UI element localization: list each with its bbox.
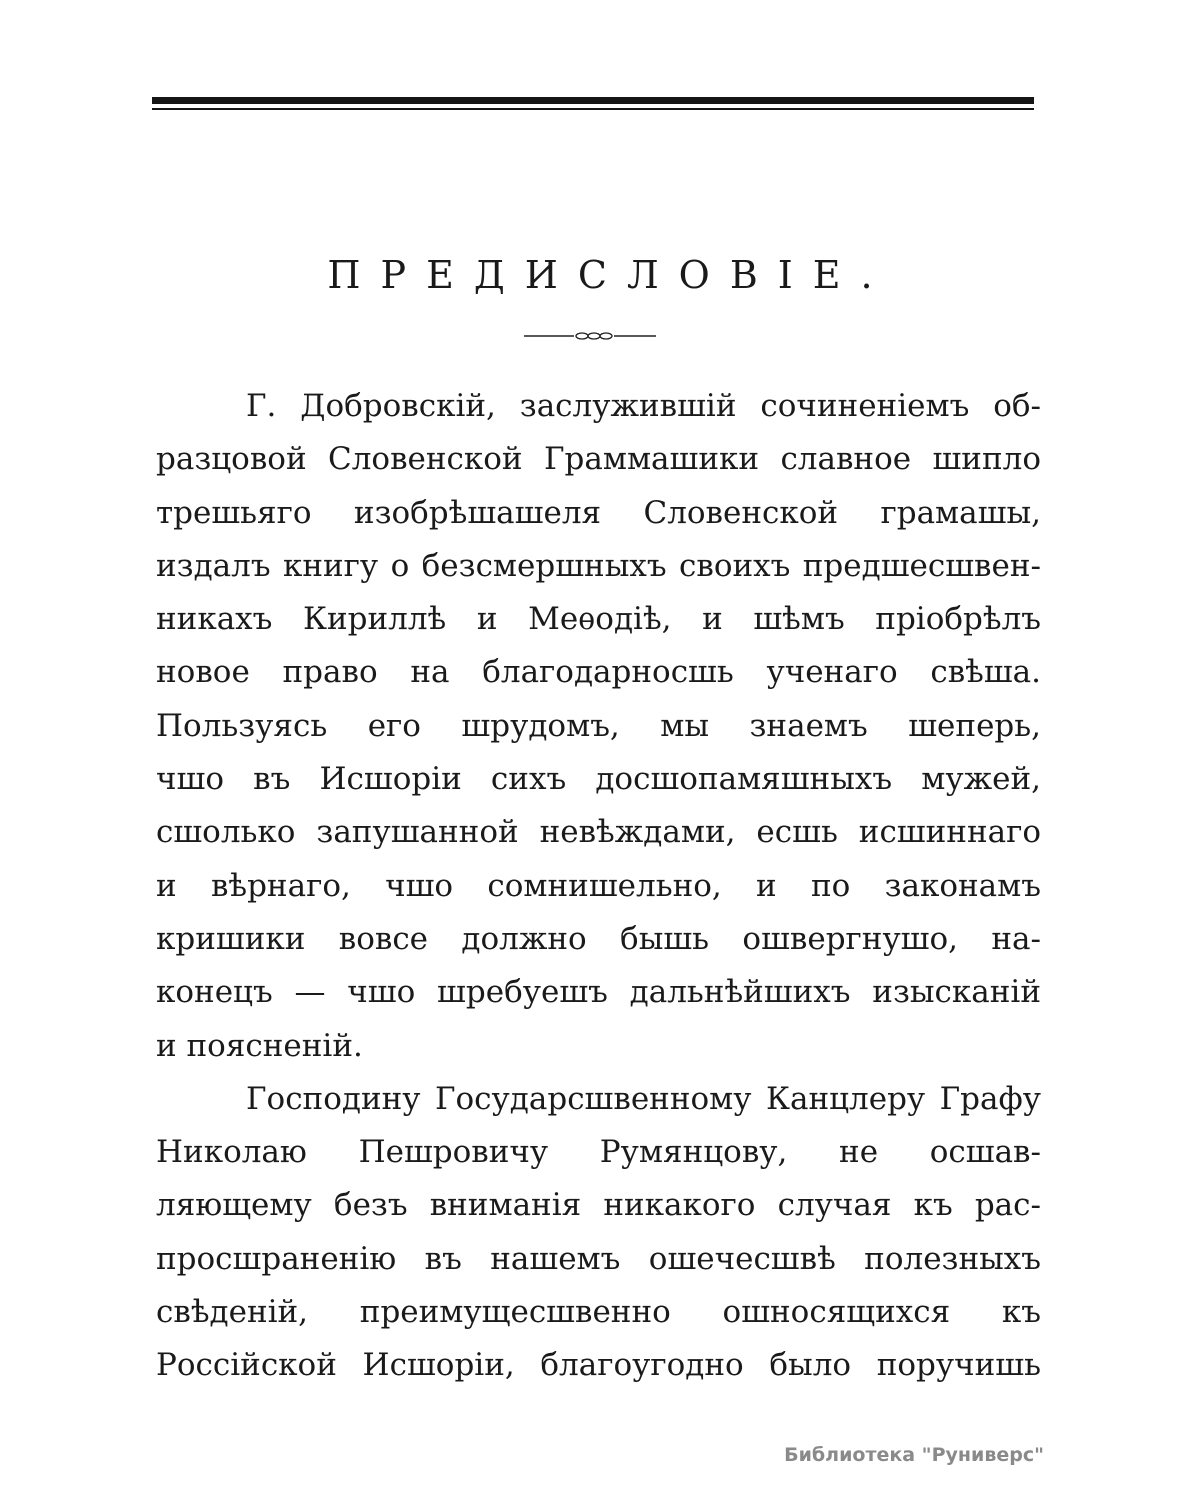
text-line: и вѣрнаго, чшо сомнишельно, и по законамъ (156, 867, 1041, 904)
text-line: Пользуясь его шрудомъ, мы знаемъ шеперь, (156, 707, 1041, 744)
text-line: свѣденій, преимущесшвенно ошносящихся къ (156, 1294, 1041, 1331)
library-watermark: Библиотека "Руниверс" (784, 1444, 1044, 1466)
top-double-rule (152, 96, 1034, 116)
text-line: конецъ — чшо шребуешъ дальнѣйшихъ изысканій (156, 974, 1041, 1011)
text-line: и поясненій. (156, 1027, 363, 1064)
ornament-divider (524, 330, 656, 342)
thick-rule (152, 97, 1034, 104)
text-line: никахъ Кириллѣ и Меѳодіѣ, и шѣмъ пріобрѣлъ (156, 601, 1041, 638)
page-heading: ПРЕДИСЛОВІЕ. (327, 253, 893, 297)
text-line: Господину Государсшвенному Канцлеру Графу (246, 1080, 1041, 1117)
text-line: Николаю Пешровичу Румянцову, не осшав- (156, 1134, 1041, 1171)
text-line: кришики вовсе должно бышь ошвергнушо, на- (156, 920, 1041, 957)
body-text (156, 380, 1041, 1393)
text-line: Россійской Исшоріи, благоугодно было поручишь (156, 1347, 1041, 1384)
text-line: издалъ книгу о безсмершныхъ своихъ предшесшвен- (156, 547, 1041, 584)
text-line: просшраненію въ нашемъ ошечесшвѣ полезныхъ (156, 1240, 1041, 1277)
text-line: новое право на благодарносшь ученаго свѣша. (156, 654, 1041, 691)
text-line: разцовой Словенской Граммашики славное шипло (156, 441, 1041, 478)
text-line: Г. Добровскій, заслужившій сочиненіемъ об- (246, 388, 1041, 424)
text-line: сшолько запушанной невѣждами, есшь исшиннаго (156, 814, 1041, 851)
thin-rule (152, 108, 1034, 110)
text-line: трешьяго изобрѣшашеля Словенской грамашы, (156, 494, 1041, 531)
paragraph-2 (156, 1073, 1041, 1393)
paragraph-1 (156, 380, 1041, 1073)
text-line: ляющему безъ вниманія никакого случая къ рас- (156, 1187, 1041, 1224)
text-line: чшо въ Исшоріи сихъ досшопамяшныхъ мужей, (156, 761, 1041, 798)
